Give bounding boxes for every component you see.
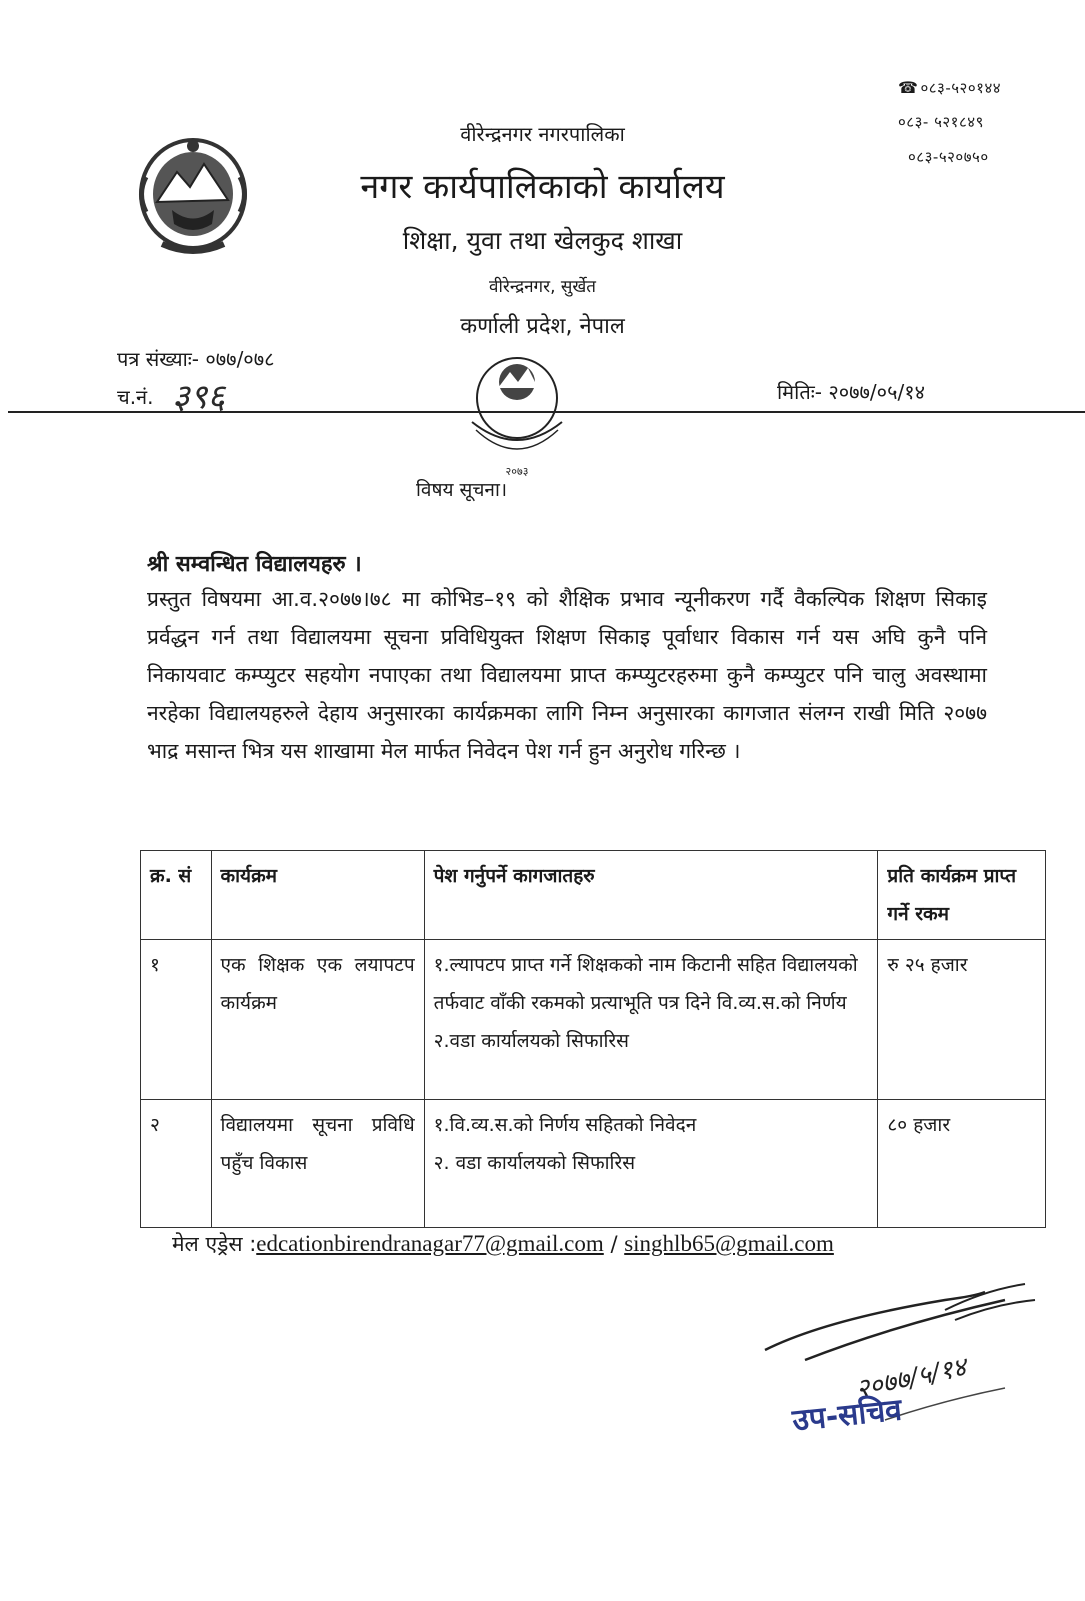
phone-line-1: ☎ ०८३-५२०१४४	[898, 78, 1002, 97]
municipality-name: वीरेन्द्रनगर नगरपालिका	[460, 122, 625, 146]
row-serial: १	[141, 940, 212, 1100]
row-program: एक शिक्षक एक लयापटप कार्यक्रम	[211, 940, 424, 1100]
header-serial: क्र. सं	[141, 851, 212, 940]
telephone-icon: ☎	[898, 78, 919, 97]
table-row	[141, 940, 1046, 1100]
dispatch-number-handwritten: ३९६	[172, 377, 226, 417]
row-amount: ८० हजार	[878, 1100, 1046, 1228]
header-divider	[8, 411, 1085, 413]
email-link-2[interactable]: singhlb65@gmail.com	[624, 1231, 834, 1256]
document-item: २. वडा कार्यालयको सिफारिस	[433, 1152, 636, 1174]
document-item: १.वि.व्य.स.को निर्णय सहितको निवेदन	[433, 1114, 697, 1136]
row-amount: रु २५ हजार	[878, 940, 1046, 1100]
letter-date: मितिः- २०७७/०५/१४	[777, 380, 926, 404]
province-name: कर्णाली प्रदेश, नेपाल	[460, 314, 625, 339]
row-documents	[424, 940, 878, 1100]
row-serial: २	[141, 1100, 212, 1228]
row-program: विद्यालयमा सूचना प्रविधि पहुँच विकास	[211, 1100, 424, 1228]
signatory-title: उप-सचिव	[790, 1392, 904, 1439]
mail-label: मेल एड्रेस :	[172, 1232, 257, 1256]
signature-date: २०७७/५/१४	[853, 1352, 970, 1405]
email-link-1[interactable]: edcationbirendranagar77@gmail.com	[256, 1231, 604, 1256]
dispatch-number-label: च.नं.	[117, 385, 154, 409]
program-table	[140, 850, 1046, 1228]
email-separator: /	[603, 1232, 625, 1256]
city-name: वीरेन्द्रनगर, सुर्खेत	[489, 277, 596, 297]
table-header-row	[141, 851, 1046, 940]
document-item: १.ल्यापटप प्राप्त गर्ने शिक्षकको नाम किटानी सहित विद्यालयको तर्फवाट वाँकी रकमको प्रत्याभूति पत्र दिने वि.व्य.स.को निर्णय	[433, 954, 858, 1014]
letter-body: प्रस्तुत विषयमा आ.व.२०७७।७८ मा कोभिड–१९ को शैक्षिक प्रभाव न्यूनीकरण गर्दै वैकल्पिक शिक्षण सिकाइ प्रर्वद्धन गर्न तथा विद्यालयमा सूचना प्रविधियुक्त शिक्षण सिकाइ पूर्वाधार विकास गर्न यस अघि कुनै पनि निकायवाट कम्प्युटर सहयोग नपाएका तथा विद्यालयमा प्राप्त कम्प्युटरहरुमा कुनै कम्प्युटर पनि चालु अवस्थामा नरहेका विद्यालयहरुले देहाय अनुसारका कार्यक्रमका लागि निम्न अनुसारका कागजात संलग्न राखी मिति २०७७ भाद्र मसान्त भित्र यस शाखामा मेल मार्फत निवेदन पेश गर्न हुन अनुरोध गरिन्छ ।	[147, 587, 987, 763]
row-documents	[424, 1100, 878, 1228]
salutation: श्री सम्वन्धित विद्यालयहरु ।	[147, 552, 362, 577]
office-title: नगर कार्यपालिकाको कार्यालय	[360, 167, 725, 207]
header-documents: पेश गर्नुपर्ने कागजातहरु	[424, 851, 878, 940]
mail-address-line	[172, 1230, 834, 1258]
header-program: कार्यक्रम	[211, 851, 424, 940]
table-row	[141, 1100, 1046, 1228]
subject-line: विषय सूचना।	[416, 479, 508, 501]
letter-number: पत्र संख्याः- ०७७/०७८	[117, 347, 275, 371]
phone-line-2: ०८३- ५२१८४९	[898, 113, 984, 131]
header-amount: प्रति कार्यक्रम प्राप्त गर्ने रकम	[878, 851, 1046, 940]
svg-text:२०७३: २०७३	[505, 465, 529, 478]
document-item: २.वडा कार्यालयको सिफारिस	[433, 1030, 630, 1052]
phone-line-3: ०८३-५२०७५०	[908, 148, 989, 166]
office-seal-stamp-icon	[432, 330, 602, 480]
branch-name: शिक्षा, युवा तथा खेलकुद शाखा	[402, 226, 683, 255]
